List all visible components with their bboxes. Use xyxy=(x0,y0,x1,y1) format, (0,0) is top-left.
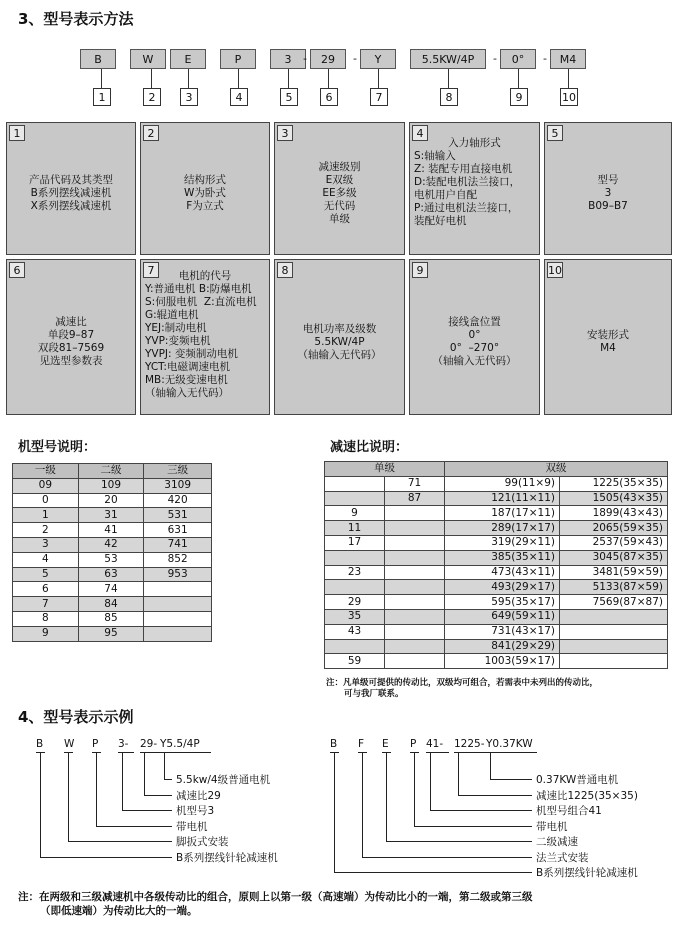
example-code-part: B xyxy=(330,738,338,750)
connector-line xyxy=(101,69,102,88)
table-cell: 17 xyxy=(325,535,385,550)
table-cell: 385(35×11) xyxy=(445,550,560,565)
leader-vertical xyxy=(362,753,363,857)
dash-separator: - xyxy=(353,52,357,65)
table-row xyxy=(13,611,212,626)
part-number-box: 1 xyxy=(93,88,111,106)
connector-line xyxy=(288,69,289,88)
part-card-7 xyxy=(140,259,270,415)
table-cell: 649(59×11) xyxy=(445,609,560,624)
dash-separator: - xyxy=(303,52,307,65)
table-cell: 2537(59×43) xyxy=(560,535,668,550)
card-number: 3 xyxy=(277,125,293,141)
part-number-box: 5 xyxy=(280,88,298,106)
part-card-1 xyxy=(6,122,136,255)
code-underline xyxy=(486,752,537,753)
example-code-part: Y0.37KW xyxy=(486,738,533,750)
card-line: B系列摆线减速机 xyxy=(30,187,112,199)
example-label: 0.37KW普通电机 xyxy=(536,774,619,786)
code-underline xyxy=(160,752,211,753)
card-line: Y:普通电机 B:防爆电机 xyxy=(145,283,252,295)
example-label: 减速比1225(35×35) xyxy=(536,789,638,802)
connector-line xyxy=(238,69,239,88)
card-line: M4 xyxy=(600,342,616,354)
example-code-part: 3- xyxy=(118,738,129,750)
card-line: 装配好电机 xyxy=(414,215,467,227)
card-line: （轴输入无代码） xyxy=(432,355,517,367)
model-code-part: W xyxy=(130,49,166,69)
table-cell: 953 xyxy=(144,567,212,582)
table-cell xyxy=(144,611,212,626)
footnote-line1: 注：在两级和三级减速机中各级传动比的组合，原则上以第一级（高速端）为传动比小的一端，第二级或第三级 xyxy=(18,891,533,903)
card-line: 型号 xyxy=(597,174,619,186)
ratio-table xyxy=(324,461,668,669)
card-number: 9 xyxy=(412,262,428,278)
card-line: MB:无级变速电机 xyxy=(145,374,228,386)
example-label: 脚扳式安装 xyxy=(176,836,229,848)
table-cell: 420 xyxy=(144,493,212,508)
card-number: 1 xyxy=(9,125,25,141)
leader-vertical xyxy=(68,753,69,841)
leader-vertical xyxy=(122,753,123,810)
example-label: B系列摆线针轮减速机 xyxy=(176,851,278,864)
jixing-header: 三级 xyxy=(144,464,212,479)
card-line: 0° xyxy=(468,329,481,341)
part-card-5 xyxy=(544,122,672,255)
card-line: EE多级 xyxy=(322,187,357,199)
example-label: 二级减速 xyxy=(536,836,578,848)
section4-title: 4、型号表示示例 xyxy=(18,708,134,726)
section3-title: 3、型号表示方法 xyxy=(18,10,134,28)
table-row xyxy=(325,624,668,639)
table-cell: 3481(59×59) xyxy=(560,565,668,580)
table-cell: 531 xyxy=(144,508,212,523)
part-card-2 xyxy=(140,122,270,255)
card-line: 5.5KW/4P xyxy=(314,335,365,348)
leader-vertical xyxy=(40,753,41,857)
table-cell: 473(43×11) xyxy=(445,565,560,580)
table-cell: 8 xyxy=(13,611,79,626)
example-label: 法兰式安装 xyxy=(536,851,589,864)
table-cell: 121(11×11) xyxy=(445,491,560,506)
table-cell: 99(11×9) xyxy=(445,476,560,491)
card-line: 3 xyxy=(604,187,612,199)
table-cell: 741 xyxy=(144,537,212,552)
jixing-title: 机型号说明： xyxy=(18,440,97,455)
table-row xyxy=(325,550,668,565)
part-number-box: 7 xyxy=(370,88,388,106)
ratio-title: 减速比说明： xyxy=(330,440,409,455)
table-cell: 3 xyxy=(13,537,79,552)
leader-horizontal xyxy=(68,841,172,842)
table-cell: 0 xyxy=(13,493,79,508)
connector-line xyxy=(518,69,519,88)
card-line: YCT:电磁调速电机 xyxy=(145,361,230,373)
part-number-box: 2 xyxy=(143,88,161,106)
leader-horizontal xyxy=(164,779,172,780)
card-line: 接线盒位置 xyxy=(448,316,501,328)
example-code-part: 1225- xyxy=(454,738,485,750)
model-code-part: B xyxy=(80,49,116,69)
table-row xyxy=(325,535,668,550)
example-label: 带电机 xyxy=(176,820,208,833)
card-line: 减速比 xyxy=(55,316,87,328)
table-cell xyxy=(325,476,385,491)
example-code-part: 41- xyxy=(426,738,444,750)
table-cell: 59 xyxy=(325,654,385,669)
table-cell xyxy=(144,582,212,597)
leader-vertical xyxy=(458,753,459,795)
leader-vertical xyxy=(386,753,387,841)
table-cell: 3109 xyxy=(144,478,212,493)
table-cell: 852 xyxy=(144,552,212,567)
table-cell: 11 xyxy=(325,521,385,536)
table-cell: 20 xyxy=(78,493,144,508)
table-row xyxy=(325,639,668,654)
leader-horizontal xyxy=(490,779,532,780)
card-number: 2 xyxy=(143,125,159,141)
table-row xyxy=(13,523,212,538)
table-cell: 43 xyxy=(325,624,385,639)
table-row xyxy=(325,580,668,595)
table-cell xyxy=(560,654,668,669)
card-line: S:轴输入 xyxy=(414,150,456,162)
table-cell: 319(29×11) xyxy=(445,535,560,550)
model-code-part: 0° xyxy=(500,49,536,69)
table-cell: 29 xyxy=(325,595,385,610)
connector-line xyxy=(568,69,569,88)
table-cell: 841(29×29) xyxy=(445,639,560,654)
table-row xyxy=(325,654,668,669)
jixing-table xyxy=(12,463,212,642)
card-line: 无代码 xyxy=(323,200,356,212)
table-cell: 35 xyxy=(325,609,385,624)
table-row xyxy=(325,476,668,491)
model-code-part: P xyxy=(220,49,256,69)
table-row xyxy=(325,491,668,506)
leader-horizontal xyxy=(414,826,532,827)
table-cell xyxy=(385,550,445,565)
table-cell: 53 xyxy=(78,552,144,567)
card-line: 产品代码及其类型 xyxy=(29,174,113,186)
model-code-part: M4 xyxy=(550,49,586,69)
table-cell: 31 xyxy=(78,508,144,523)
leader-vertical xyxy=(334,753,335,872)
table-row xyxy=(13,597,212,612)
table-cell: 5 xyxy=(13,567,79,582)
table-cell xyxy=(385,624,445,639)
part-card-9 xyxy=(409,259,540,415)
leader-horizontal xyxy=(458,795,532,796)
table-cell: 1225(35×35) xyxy=(560,476,668,491)
table-cell: 187(17×11) xyxy=(445,506,560,521)
card-title: 入力轴形式 xyxy=(448,137,501,149)
table-cell: 595(35×17) xyxy=(445,595,560,610)
ratio-header-double: 双级 xyxy=(445,462,668,477)
card-line: D:装配电机法兰接口， xyxy=(414,176,521,188)
table-cell: 2065(59×35) xyxy=(560,521,668,536)
table-cell: 1 xyxy=(13,508,79,523)
table-cell: 84 xyxy=(78,597,144,612)
table-cell: 1899(43×43) xyxy=(560,506,668,521)
card-number: 4 xyxy=(412,125,428,141)
table-cell xyxy=(560,609,668,624)
leader-vertical xyxy=(414,753,415,826)
leader-horizontal xyxy=(334,872,532,873)
table-cell: 95 xyxy=(78,626,144,641)
table-cell xyxy=(385,580,445,595)
card-line: 双段81–7569 xyxy=(37,342,105,354)
example-code-part: E xyxy=(382,738,389,750)
table-row xyxy=(13,478,212,493)
card-line: 单级 xyxy=(329,213,350,225)
leader-vertical xyxy=(490,753,491,779)
table-cell: 731(43×17) xyxy=(445,624,560,639)
leader-horizontal xyxy=(40,857,172,858)
card-line: YVP:变频电机 xyxy=(145,335,211,347)
table-cell: 2 xyxy=(13,523,79,538)
leader-vertical xyxy=(164,753,165,779)
jixing-header: 一级 xyxy=(13,464,79,479)
table-cell: 1003(59×17) xyxy=(445,654,560,669)
table-row xyxy=(325,609,668,624)
table-cell: 9 xyxy=(325,506,385,521)
card-number: 6 xyxy=(9,262,25,278)
table-row xyxy=(13,552,212,567)
part-card-10 xyxy=(544,259,672,415)
part-card-3 xyxy=(274,122,405,255)
example-label: 5.5kw/4级普通电机 xyxy=(176,774,271,786)
card-line: 见选型参数表 xyxy=(39,355,103,367)
card-line: P:通过电机法兰接口， xyxy=(414,202,519,214)
connector-line xyxy=(151,69,152,88)
card-line: W为卧式 xyxy=(184,187,226,199)
part-card-8 xyxy=(274,259,405,415)
table-cell: 109 xyxy=(78,478,144,493)
table-cell xyxy=(325,639,385,654)
table-row xyxy=(13,537,212,552)
card-line: YVPJ: 变频制动电机 xyxy=(145,348,238,360)
table-row xyxy=(325,521,668,536)
ratio-note-line2: 可与我厂联系。 xyxy=(344,689,404,699)
example-code-part: F xyxy=(358,738,365,750)
part-number-box: 8 xyxy=(440,88,458,106)
card-line: 结构形式 xyxy=(184,174,226,186)
table-cell: 5133(87×59) xyxy=(560,580,668,595)
card-line: （轴输入无代码） xyxy=(145,387,229,399)
dash-separator: - xyxy=(543,52,547,65)
leader-horizontal xyxy=(430,810,532,811)
card-number: 10 xyxy=(548,264,562,277)
table-cell xyxy=(385,521,445,536)
ratio-header-single: 单级 xyxy=(325,462,445,477)
example-label: 机型号3 xyxy=(176,805,215,817)
card-line: B09–B7 xyxy=(588,200,628,212)
example-label: 机型号组合41 xyxy=(536,805,602,817)
table-cell: 09 xyxy=(13,478,79,493)
ratio-note-line1: 注：凡单级可提供的传动比，双级均可组合，若需表中未列出的传动比， xyxy=(326,678,599,688)
table-cell xyxy=(144,597,212,612)
model-code-part: 3 xyxy=(270,49,306,69)
card-line: X系列摆线减速机 xyxy=(30,200,112,212)
model-code-part: Y xyxy=(360,49,396,69)
table-cell: 493(29×17) xyxy=(445,580,560,595)
leader-vertical xyxy=(430,753,431,810)
card-line: 安装形式 xyxy=(587,329,629,341)
table-cell: 71 xyxy=(385,476,445,491)
connector-line xyxy=(188,69,189,88)
table-cell xyxy=(325,491,385,506)
table-cell: 1505(43×35) xyxy=(560,491,668,506)
part-card-4 xyxy=(409,122,540,255)
table-cell xyxy=(325,580,385,595)
table-row xyxy=(13,567,212,582)
card-line: Z: 装配专用直接电机 xyxy=(414,163,513,175)
leader-horizontal xyxy=(122,810,172,811)
card-line: 减速级别 xyxy=(318,161,361,173)
table-row xyxy=(13,508,212,523)
table-cell: 631 xyxy=(144,523,212,538)
connector-line xyxy=(378,69,379,88)
example-code-part: P xyxy=(92,738,99,750)
example-code-part: B xyxy=(36,738,44,750)
leader-horizontal xyxy=(144,795,172,796)
table-row xyxy=(13,626,212,641)
card-line: 电机功率及级数 xyxy=(302,322,377,335)
card-line: （轴输入无代码） xyxy=(297,348,382,361)
card-number: 5 xyxy=(547,125,563,141)
table-row xyxy=(13,582,212,597)
card-line: E双级 xyxy=(325,174,354,186)
example-code-part: 29- xyxy=(140,738,158,750)
table-cell xyxy=(560,639,668,654)
table-cell xyxy=(325,550,385,565)
dash-separator: - xyxy=(493,52,497,65)
leader-vertical xyxy=(144,753,145,795)
part-number-box: 10 xyxy=(560,88,578,106)
card-number: 8 xyxy=(277,262,293,278)
example-code-part: W xyxy=(64,738,75,750)
part-number-box: 6 xyxy=(320,88,338,106)
card-line: S:伺服电机 Z:直流电机 xyxy=(145,296,257,308)
table-row xyxy=(325,506,668,521)
leader-vertical xyxy=(96,753,97,826)
table-cell xyxy=(385,535,445,550)
connector-line xyxy=(448,69,449,88)
part-number-box: 9 xyxy=(510,88,528,106)
card-line: YEJ:制动电机 xyxy=(145,322,207,334)
card-title: 电机的代号 xyxy=(178,270,232,282)
example-code-part: P xyxy=(410,738,417,750)
table-cell xyxy=(560,624,668,639)
table-cell xyxy=(385,654,445,669)
table-cell: 85 xyxy=(78,611,144,626)
table-cell xyxy=(385,506,445,521)
footnote-line2: （即低速端）为传动比大的一端。 xyxy=(40,905,198,917)
card-line: F为立式 xyxy=(186,200,224,212)
table-cell: 7 xyxy=(13,597,79,612)
table-cell: 4 xyxy=(13,552,79,567)
table-cell xyxy=(385,609,445,624)
connector-line xyxy=(328,69,329,88)
leader-horizontal xyxy=(362,857,532,858)
table-cell: 41 xyxy=(78,523,144,538)
part-number-box: 3 xyxy=(180,88,198,106)
model-code-part: 5.5KW/4P xyxy=(410,49,486,69)
part-number-box: 4 xyxy=(230,88,248,106)
card-line: 单段9–87 xyxy=(47,329,95,341)
model-code-part: E xyxy=(170,49,206,69)
table-row xyxy=(325,565,668,580)
example-label: 带电机 xyxy=(536,820,568,833)
leader-horizontal xyxy=(96,826,172,827)
table-row xyxy=(325,595,668,610)
card-line: G:辊道电机 xyxy=(145,309,199,321)
example-code-part: Y5.5/4P xyxy=(160,738,200,750)
model-code-part: 29 xyxy=(310,49,346,69)
table-cell: 87 xyxy=(385,491,445,506)
example-label: B系列摆线针轮减速机 xyxy=(536,867,638,879)
table-cell: 3045(87×35) xyxy=(560,550,668,565)
jixing-header: 二级 xyxy=(78,464,144,479)
card-line: 0° –270° xyxy=(449,342,500,354)
table-cell: 63 xyxy=(78,567,144,582)
table-cell: 9 xyxy=(13,626,79,641)
card-number: 7 xyxy=(143,262,159,278)
table-cell xyxy=(144,626,212,641)
table-cell: 7569(87×87) xyxy=(560,595,668,610)
code-underline xyxy=(118,752,134,753)
table-cell xyxy=(385,595,445,610)
table-cell: 289(17×17) xyxy=(445,521,560,536)
table-row xyxy=(13,493,212,508)
part-card-6 xyxy=(6,259,136,415)
table-cell: 23 xyxy=(325,565,385,580)
table-cell: 42 xyxy=(78,537,144,552)
table-cell: 6 xyxy=(13,582,79,597)
table-cell xyxy=(385,565,445,580)
card-line: 电机用户自配 xyxy=(414,189,477,201)
table-cell: 74 xyxy=(78,582,144,597)
example-label: 减速比29 xyxy=(176,789,221,802)
leader-horizontal xyxy=(386,841,532,842)
table-cell xyxy=(385,639,445,654)
